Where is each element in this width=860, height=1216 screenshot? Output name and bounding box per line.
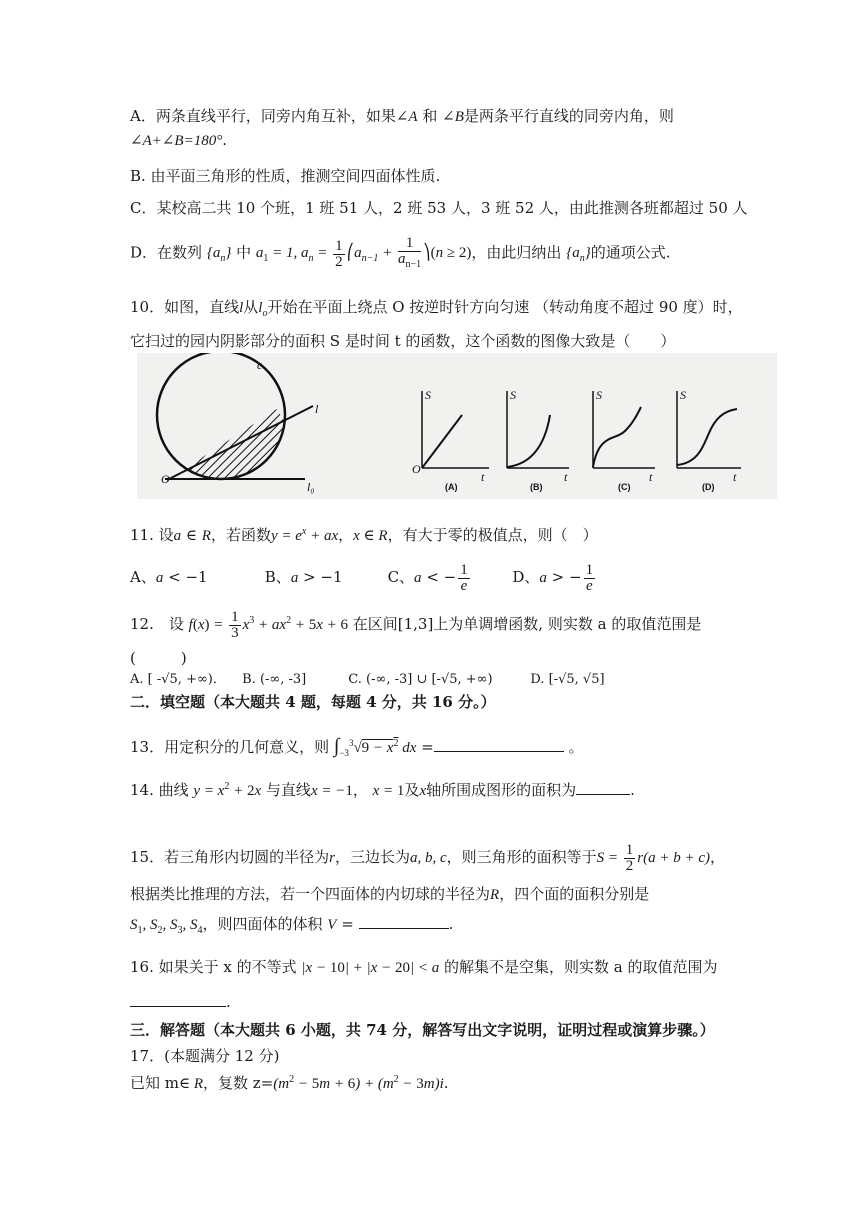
svg-text:t: t (733, 470, 737, 484)
math-angle-b: ∠B (442, 109, 464, 125)
q14-answer-blank[interactable] (576, 780, 630, 795)
math-recursion: $a_1 = 1$, $a_n$ = $\frac{1}{2}$ $⎛a_{n-1}$ + $\frac{1}{a_{n-1}}$ ⎞(n ≥ 2) (255, 235, 472, 270)
q11-options (130, 562, 597, 594)
math-seq-an: $\{a_n\}$ (206, 245, 232, 265)
q12-option-b[interactable]: B. (-∞, -3] (242, 672, 307, 687)
q9-option-d: D．在数列 $\{a_n\}$ 中 $a_1 = 1$, $a_n$ = $\frac{1}{2}$ $⎛a_{n-1}$ + $\frac{1}{a_{n-1}}$ ⎞(n ≥ 2)，由此归纳出 $\{a_n\}$的通项公式. (130, 235, 671, 270)
math-a-in-r: a (173, 528, 182, 544)
svg-text:S: S (596, 388, 602, 402)
q9-option-a: A．两条直线平行，同旁内角互补，如果∠A 和 ∠B是两条平行直线的同旁内角，则 (130, 107, 674, 125)
math-l0: $l_o$ (258, 300, 268, 319)
math-func: $y = e^x$ + ax (270, 526, 339, 544)
q15-answer-blank[interactable] (359, 914, 449, 929)
graph-c (593, 388, 655, 492)
label-c: c (257, 358, 263, 372)
svg-text:(A): (A) (445, 482, 458, 492)
q13: 13．用定积分的几何意义，则 $\int_{-3}^3√9 - x^2$ dx = 。 (130, 735, 584, 758)
q9-option-b: B. 由平面三角形的性质，推测空间四面体性质. (130, 167, 441, 185)
q11-stem: 11. 设a ∈ R，若函数$y = e^x$ + ax，x ∈ R，有大于零的极值点，则（ ） (130, 526, 598, 544)
svg-text:t: t (481, 470, 485, 484)
svg-text:S: S (425, 388, 431, 402)
math-angle-a: ∠A (395, 109, 418, 125)
q16: 16. 如果关于 x 的不等式 |x − 10| + |x − 20| < a 的解集不是空集，则实数 a 的取值范围为 (130, 958, 718, 976)
math-complex: $(m^2 - 5m + 6) + (m^2 - 3m)i$ (273, 1074, 444, 1092)
q12-options (130, 670, 605, 690)
svg-text:(D): (D) (702, 482, 715, 492)
section-2-heading: 二．填空题（本大题共 4 题，每题 4 分，共 16 分。） (130, 693, 496, 711)
label-l0: l₀ (307, 480, 315, 494)
q16-answer-line: . (130, 992, 231, 1012)
math-seq-an-2: $\{a_n\}$ (566, 245, 591, 265)
q17-stem: 已知 m∈ R，复数 $z=(m^2 - 5m + 6) + (m^2 - 3m)i$. (130, 1074, 449, 1092)
q12-option-c[interactable]: C. (-∞, -3] ∪ [-√5, +∞) (348, 672, 493, 687)
q10-figure (137, 353, 777, 499)
q12-paren: ( ) (130, 649, 187, 667)
q12-option-d[interactable]: D. [-√5, √5] (530, 672, 605, 687)
math-integral: $\int_{-3}^3√9 - x^2$ dx (333, 735, 417, 758)
graph-a (412, 388, 489, 492)
math-x-in-r: x ∈ R (353, 528, 388, 544)
math-triangle-area: S = $\frac{1}{2}$ r(a + b + c) (596, 842, 710, 875)
q11-option-b[interactable]: B、a > −1 (264, 568, 343, 586)
q11-option-d[interactable]: D、a > − $\frac{1}{e}$ (512, 561, 594, 594)
graph-b (507, 388, 569, 492)
svg-text:S: S (510, 388, 516, 402)
q15-line2: 根据类比推理的方法，若一个四面体的内切球的半径为R，四个面的面积分别是 (130, 885, 650, 903)
q14: 14. 曲线 $y = x^2 + 2x$ 与直线x = −1， x = 1及x轴所围成图形的面积为 . (130, 781, 635, 799)
label-l: l (315, 402, 319, 416)
math-fx: f(x) = $\frac{1}{3}$ $x^3 + ax^2 + 5x + 6$ (188, 609, 348, 642)
q15-line1: 15．若三角形内切圆的半径为r，三边长为a, b, c，则三角形的面积等于S = $\frac{1}{2}$ r(a + b + c)， (130, 842, 726, 875)
q17-title: 17．(本题满分 12 分) (130, 1047, 280, 1065)
q11-option-c[interactable]: C、a < − $\frac{1}{e}$ (387, 561, 468, 594)
q12-stem: 12. 设 f(x) = $\frac{1}{3}$ $x^3 + ax^2 + 5x + 6$ 在区间[1,3]上为单调增函数, 则实数 a 的取值范围是 (130, 609, 702, 642)
q11-option-a[interactable]: A、a < −1 (130, 568, 208, 586)
q9-option-a-line2: ∠A+∠B=180°. (130, 131, 227, 149)
math-l: l (239, 300, 244, 316)
q12-option-a[interactable]: A. [ -√5, +∞)． (130, 672, 226, 687)
svg-text:t: t (564, 470, 568, 484)
math-abs-inequality: |x − 10| + |x − 20| < a (301, 960, 440, 976)
q9-option-c: C．某校高二共 10 个班，1 班 51 人，2 班 53 人，3 班 52 人，由此推测各班都超过 50 人 (130, 199, 748, 217)
q13-answer-blank[interactable] (434, 737, 564, 752)
svg-text:(C): (C) (618, 482, 631, 492)
svg-text:O: O (412, 462, 421, 476)
label-o: O (161, 472, 170, 486)
svg-text:S: S (680, 388, 686, 402)
svg-text:t: t (649, 470, 653, 484)
section-3-heading: 三．解答题（本大题共 6 小题，共 74 分，解答写出文字说明，证明过程或演算步骤。） (130, 1021, 715, 1039)
q10-line2: 它扫过的园内阴影部分的面积 S 是时间 t 的函数，这个函数的图像大致是（ ） (130, 332, 676, 350)
q15-line3: $S_1$, $S_2$, $S_3$, $S_4$，则四面体的体积 V = . (130, 915, 454, 936)
graph-d (677, 388, 741, 492)
q16-answer-blank[interactable] (130, 992, 226, 1007)
svg-text:(B): (B) (530, 482, 543, 492)
q10-line1: 10．如图，直线l从$l_o$开始在平面上绕点 O 按逆时针方向匀速 （转动角度不超过 90 度）时， (130, 298, 743, 319)
